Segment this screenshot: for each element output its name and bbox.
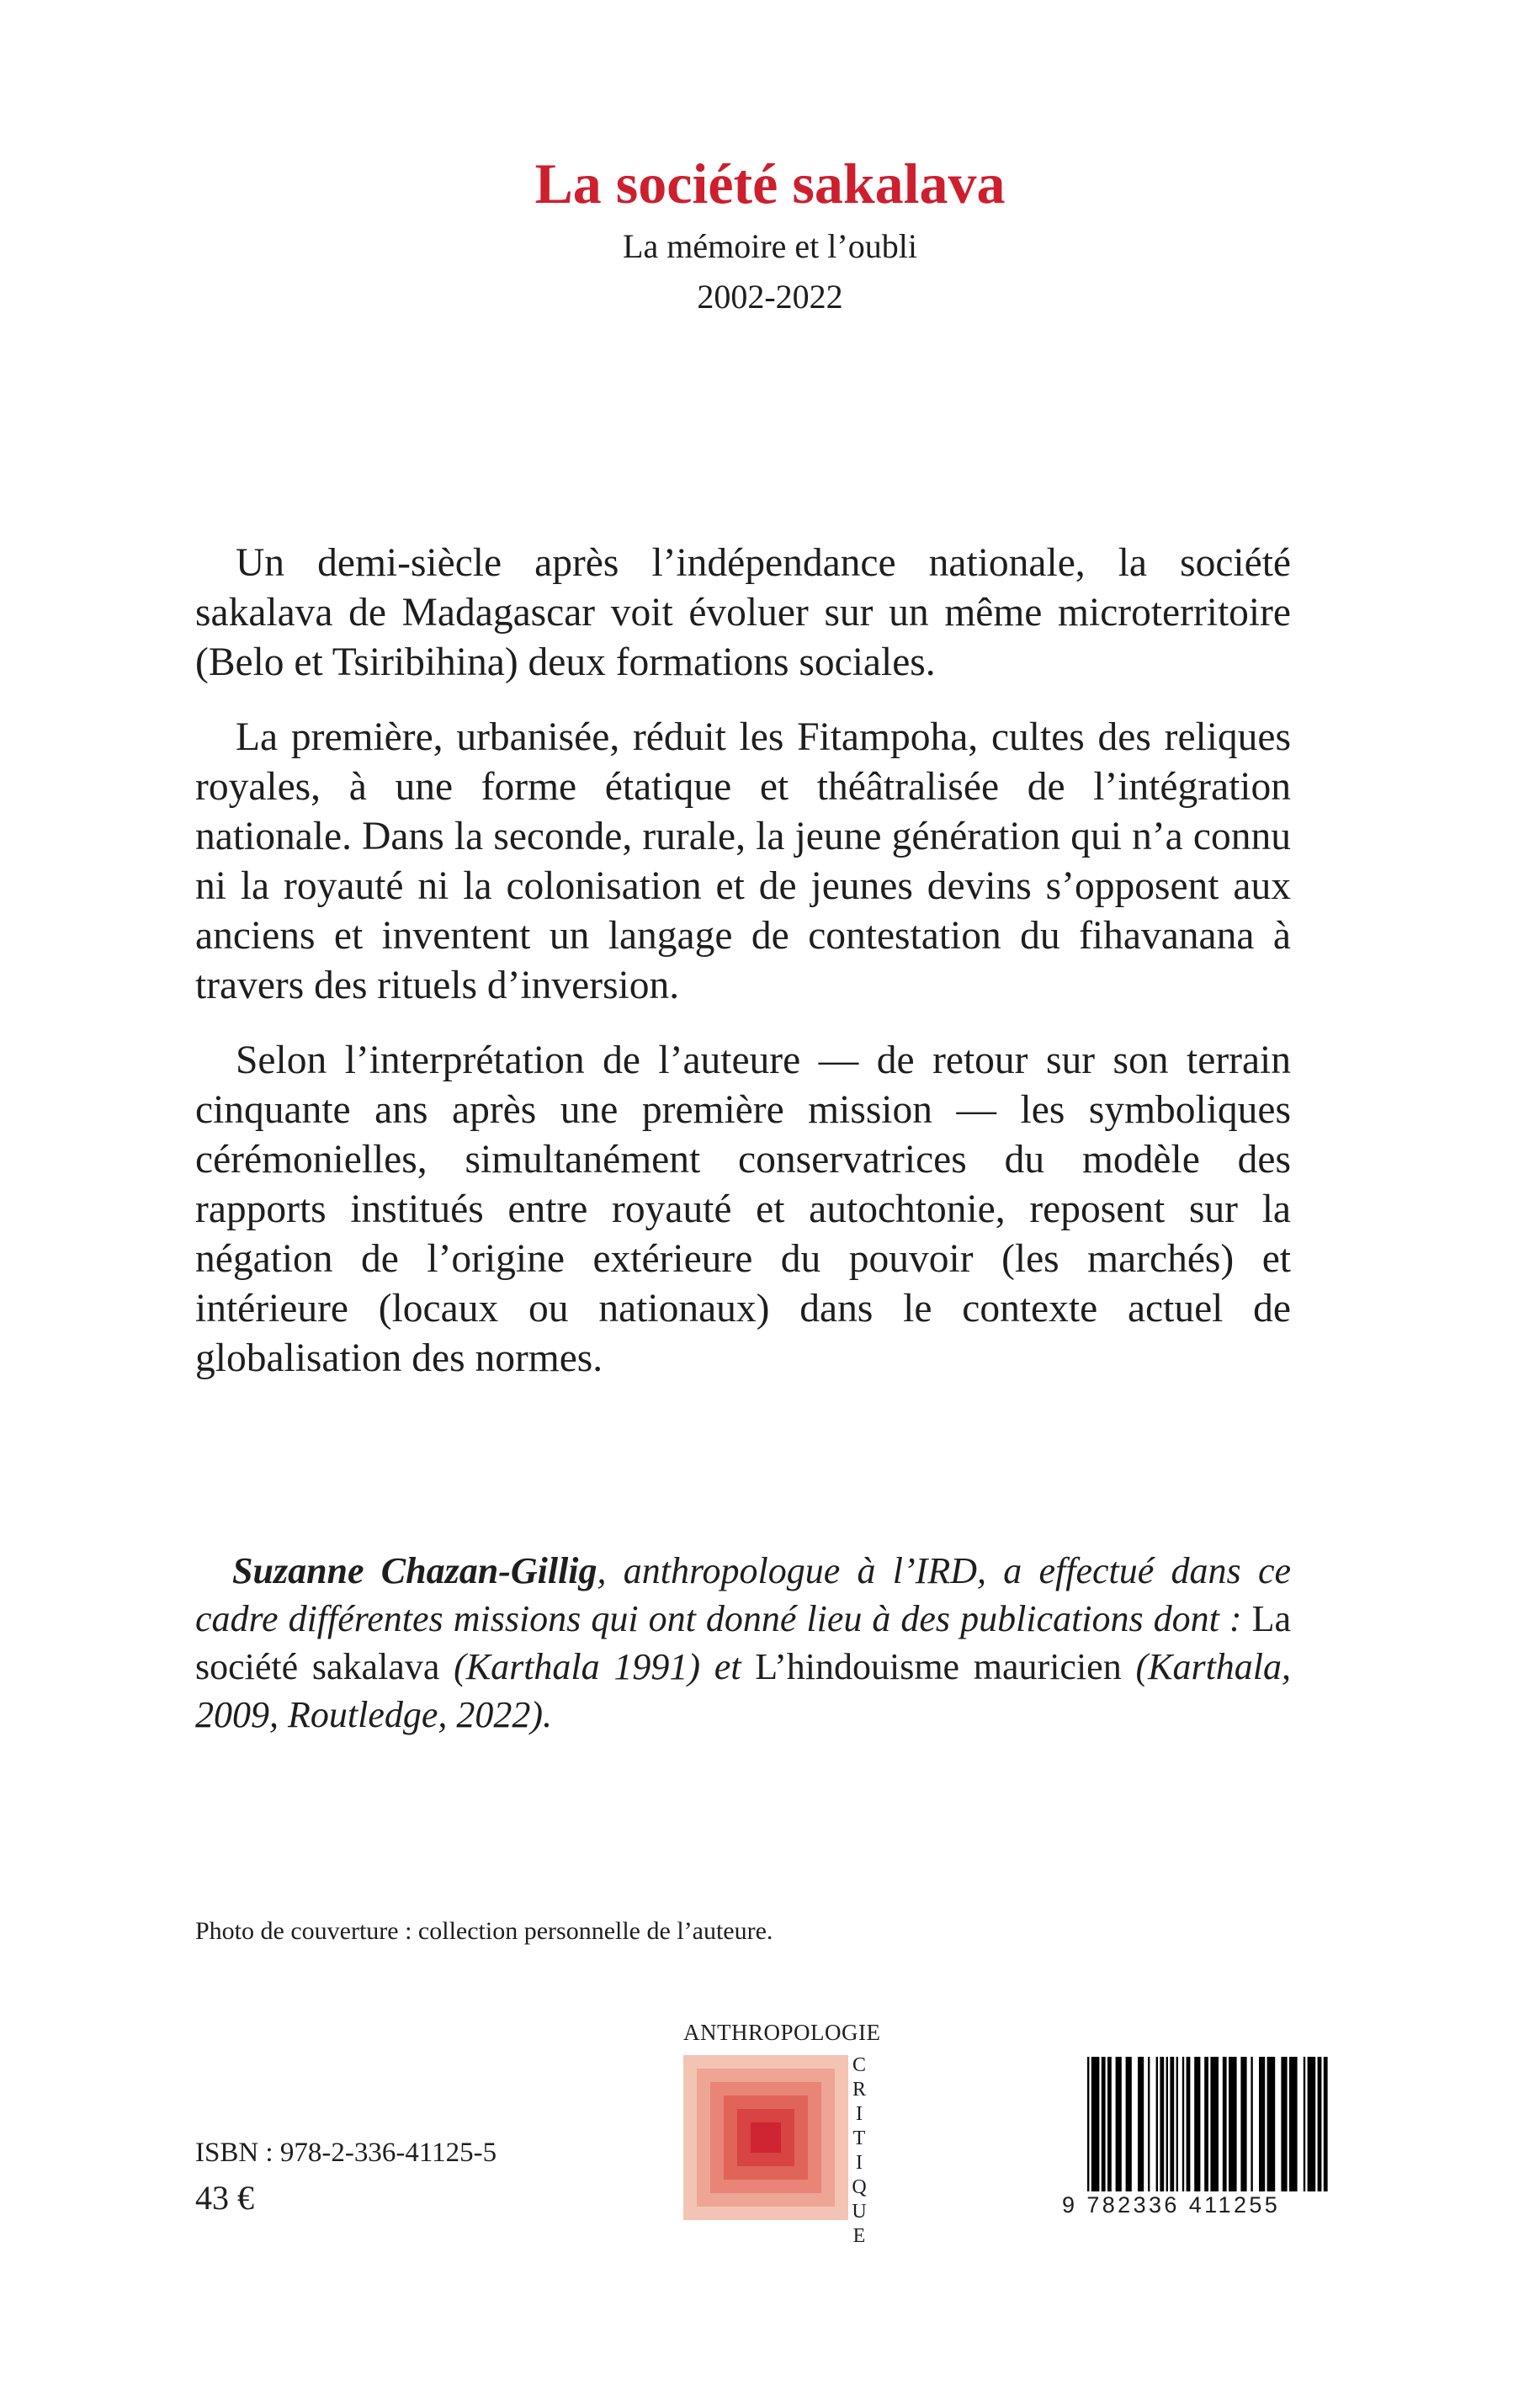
isbn: ISBN : 978-2-336-41125-5 — [195, 2138, 497, 2168]
barcode-bar — [1324, 2057, 1328, 2191]
barcode-bar — [1087, 2057, 1089, 2191]
vertical-letter: R — [852, 2079, 866, 2101]
vertical-letter: T — [852, 2127, 866, 2149]
collection-label: ANTHROPOLOGIE — [683, 2020, 881, 2045]
barcode-bar — [1251, 2057, 1252, 2191]
barcode-bar — [1166, 2057, 1168, 2191]
vertical-letter: Q — [852, 2176, 867, 2198]
barcode-bar — [1318, 2057, 1322, 2191]
barcode-bar — [1148, 2057, 1150, 2191]
book-reference: L’hindouisme mauricien — [755, 1646, 1122, 1687]
vertical-letter: E — [852, 2225, 866, 2247]
barcode-bar — [1160, 2057, 1164, 2191]
barcode-bar — [1289, 2057, 1298, 2191]
barcode-bar — [1116, 2057, 1122, 2191]
price: 43 € — [195, 2179, 254, 2217]
barcode-bar — [1187, 2057, 1191, 2191]
barcode-bar — [1204, 2057, 1208, 2191]
logo-square-ring — [751, 2122, 781, 2153]
barcode-bar — [1223, 2057, 1227, 2191]
barcode-bar — [1176, 2057, 1178, 2191]
barcode-bar — [1170, 2057, 1174, 2191]
book-subtitle: La mémoire et l’oubli — [623, 227, 917, 265]
vertical-letter: I — [856, 2103, 863, 2125]
summary-text — [195, 539, 1291, 1409]
summary-paragraph: Un demi-siècle après l’indépendance nationale, la société sakalava de Madagascar voit évoluer sur un même microterritoire (Belo et Tsiribihina) deux formations sociales. — [195, 541, 1291, 684]
barcode-bar — [1194, 2057, 1200, 2191]
vertical-letter: C — [852, 2054, 866, 2076]
vertical-letter: U — [852, 2201, 867, 2223]
author-bio-text: (Karthala, 2009, Routledge, 2022). — [195, 1646, 1292, 1735]
barcode-bar — [1267, 2057, 1276, 2191]
collection-logo-icon — [683, 2055, 848, 2220]
barcode-bar — [1126, 2057, 1132, 2191]
barcode-bar — [1182, 2057, 1184, 2191]
barcode-bar — [1156, 2057, 1158, 2191]
barcode-bar — [1259, 2057, 1265, 2191]
barcode-bar — [1102, 2057, 1106, 2191]
vertical-letter: I — [856, 2152, 863, 2174]
author-bio-text: (Karthala 1991) et — [439, 1646, 756, 1687]
author-name: Suzanne Chazan-Gillig — [232, 1550, 597, 1591]
summary-paragraph: La première, urbanisée, réduit les Fitampoha, cultes des reliques royales, à une forme étatique et théâtralisée de l’intégration nationale. Dans la seconde, rurale, la jeune génération qui n’a connu ni la royauté ni la colonisation et de jeunes devins s’opposent aux anciens et inventent un langage de contestation du fihavanana à travers des rituels d’inversion. — [195, 715, 1291, 1007]
barcode-digits: 9 782336 411255 — [1062, 2192, 1281, 2218]
barcode-bar — [1308, 2057, 1316, 2191]
collection-vertical-word — [847, 2053, 871, 2249]
barcode-bar — [1229, 2057, 1237, 2191]
barcode-bar — [1210, 2057, 1219, 2191]
barcode-bar — [1304, 2057, 1305, 2191]
author-bio — [195, 1547, 1291, 1739]
book-title: La société sakalava — [534, 151, 1006, 215]
author-bio-text: , anthropologue à l’IRD, a effectué dans ce cadre différentes missions qui ont donné lieu à des publications dont : — [195, 1550, 1292, 1639]
barcode-bar — [1138, 2057, 1144, 2191]
barcode-bar — [1091, 2057, 1100, 2191]
book-years: 2002-2022 — [697, 278, 843, 316]
barcode-bar — [1281, 2057, 1287, 2191]
photo-credit: Photo de couverture : collection personnelle de l’auteure. — [195, 1917, 773, 1945]
summary-paragraph: Selon l’interprétation de l’auteure — de retour sur son terrain cinquante ans après une première mission — les symboliques cérémonielles, simultanément conservatrices du modèle des rapports institués entre royauté et autochtonie, reposent sur la négation de l’origine extérieure du pouvoir (les marchés) et intérieure (locaux ou nationaux) dans le contexte actuel de globalisation des normes. — [195, 1038, 1291, 1380]
book-reference: La société sakalava — [195, 1598, 1291, 1687]
barcode-bar — [1240, 2057, 1246, 2191]
barcode-bar — [1107, 2057, 1112, 2191]
